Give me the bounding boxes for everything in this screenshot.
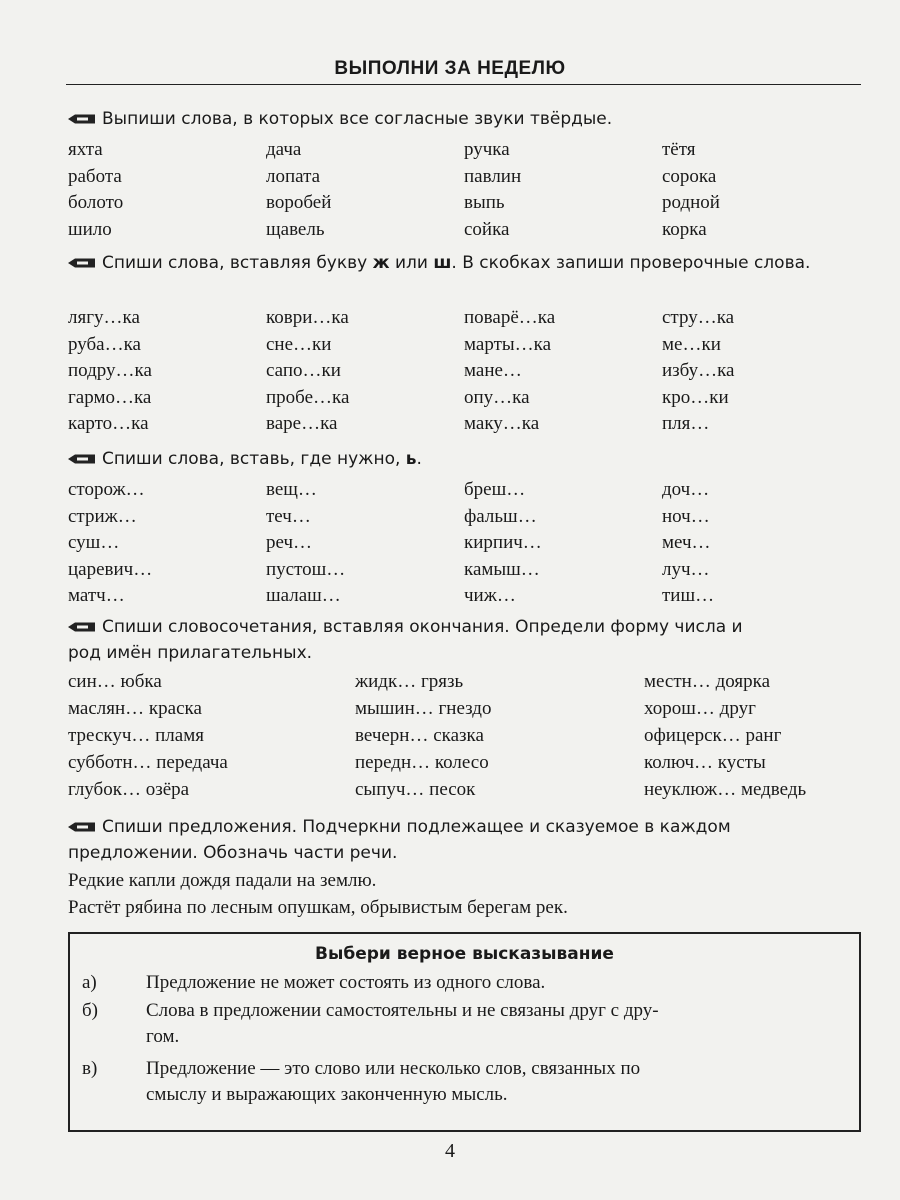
word: работа [68,165,122,187]
word: поварё…ка [464,307,556,328]
word: пля… [662,413,710,434]
word: руба…ка [68,333,141,355]
word-row [68,385,858,412]
letter-sh: ш [433,253,452,273]
word: сойка [464,218,510,240]
word-row [68,530,858,557]
word: ручка [464,139,510,160]
phrase: мышин… гнездо [355,698,492,719]
pencil-icon [68,453,96,465]
word: павлин [464,165,522,187]
word: лопата [266,165,321,187]
task4-phrase-grid [68,668,858,803]
word: стру…ка [662,307,735,328]
phrase: передн… колесо [355,752,489,773]
phrase: хорош… друг [644,698,756,719]
word: суш… [68,532,120,553]
word-row [68,583,858,610]
word-row [68,164,858,191]
word: шило [68,218,112,240]
phrase: маслян… краска [68,698,202,719]
pencil-icon [68,821,96,833]
word: подру…ка [68,360,152,381]
word: лягу…ка [68,307,140,328]
task2-instruction [68,250,863,276]
word: чиж… [464,585,516,606]
word: сторож… [68,479,145,500]
word-row [68,217,858,244]
letter-soft-sign: ь [405,449,417,469]
word: яхта [68,139,103,160]
phrase-row [68,776,858,803]
task5-instruction-text: предложении. Обозначь части речи. [68,843,398,863]
word-row [68,504,858,531]
word: стриж… [68,505,137,527]
phrase-row [68,722,858,749]
header-divider [66,84,861,85]
task3-instruction-text: Спиши слова, вставь, где нужно, [102,449,406,469]
option-text: Слова в предложении самостоятельны и не связаны друг с дру- [146,1000,659,1021]
pencil-icon [68,257,96,269]
phrase: колюч… кусты [644,752,766,773]
quiz-box [68,932,861,1132]
task1-word-grid [68,137,858,243]
word: корка [662,218,707,240]
word: теч… [266,505,311,527]
word-row [68,557,858,584]
phrase-row [68,668,858,695]
word: реч… [266,532,313,553]
phrase: субботн… передача [68,752,228,773]
word: матч… [68,585,125,606]
word: меч… [662,532,711,553]
word-row [68,411,858,438]
word: шалаш… [266,585,341,606]
option-text: Предложение не может состоять из одного слова. [146,972,546,993]
word-row [68,190,858,217]
word: щавель [266,218,325,240]
phrase: местн… доярка [644,671,771,692]
option-text: гом. [146,1026,180,1047]
task2-instruction-text: . В скобках запиши проверочные слова. [451,253,811,273]
word-row [68,358,858,385]
word: гармо…ка [68,386,152,408]
word: сне…ки [266,333,332,355]
word: бреш… [464,479,526,500]
word: пробе…ка [266,386,350,408]
quiz-title: Выбери верное высказывание [315,944,614,964]
word: тётя [662,139,696,160]
phrase: вечерн… сказка [355,725,484,746]
task1-instruction [68,106,863,132]
word: маку…ка [464,413,540,434]
page-header-title: ВЫПОЛНИ ЗА НЕДЕЛЮ [334,58,566,79]
word: пустош… [266,558,346,580]
task4-instruction-text: род имён прилагательных. [68,643,313,663]
word: сорока [662,165,717,187]
task5-instruction-text: Спиши предложения. Подчеркни подлежащее и сказуемое в каждом [102,817,731,837]
word: воробей [266,192,332,213]
word: дача [266,139,302,160]
phrase-row [68,695,858,722]
option-letter: б) [82,1000,98,1021]
option-text: Предложение — это слово или несколько слов, связанных по [146,1058,641,1079]
word-row [68,137,858,164]
quiz-option-c [82,1056,852,1108]
word-row [68,332,858,359]
word: марты…ка [464,333,552,355]
task4-instruction [68,614,863,666]
word: кро…ки [662,386,729,408]
task4-instruction-text: Спиши словосочетания, вставляя окончания. Определи форму числа и [102,617,743,637]
word: родной [662,192,720,213]
word: коври…ка [266,307,349,328]
phrase: офицерск… ранг [644,725,782,746]
word: избу…ка [662,360,735,381]
task2-word-grid [68,305,858,438]
word: доч… [662,479,710,500]
task3-word-grid [68,477,858,610]
word: тиш… [662,585,715,606]
word: царевич… [68,558,153,580]
word: выпь [464,192,505,213]
pencil-icon [68,113,96,125]
phrase: глубок… озёра [68,779,190,800]
phrase: сыпуч… песок [355,779,476,800]
option-text: смыслу и выражающих законченную мысль. [146,1084,508,1105]
task5-sentence: Редкие капли дождя падали на землю. [68,870,377,891]
word: луч… [662,558,710,580]
task1-instruction-text: Выпиши слова, в которых все согласные звуки твёрдые. [102,109,613,129]
word: кирпич… [464,532,542,553]
word: варе…ка [266,413,338,434]
word: мане… [464,360,522,381]
phrase: син… юбка [68,671,162,692]
word: камыш… [464,558,540,580]
pencil-icon [68,621,96,633]
word: вещ… [266,479,317,500]
word: сапо…ки [266,360,341,381]
quiz-option-b [82,998,852,1050]
task2-instruction-text: Спиши слова, вставляя букву [102,253,373,273]
task5-sentence: Растёт рябина по лесным опушкам, обрывистым берегам рек. [68,897,568,918]
phrase: трескуч… пламя [68,725,204,746]
word: опу…ка [464,386,530,408]
quiz-option-a [82,970,852,996]
word: карто…ка [68,413,149,434]
task2-instruction-text: или [389,253,434,273]
phrase-row [68,749,858,776]
option-letter: в) [82,1058,98,1079]
task3-instruction [68,446,863,472]
word-row [68,477,858,504]
page-number: 4 [445,1140,455,1162]
word: ноч… [662,505,710,527]
phrase: жидк… грязь [355,671,464,692]
task3-instruction-text: . [416,449,422,469]
word: болото [68,192,124,213]
word-row [68,305,858,332]
word: фальш… [464,505,537,527]
phrase: неуклюж… медведь [644,779,807,800]
letter-zh: ж [372,253,390,273]
option-letter: а) [82,972,97,993]
word: ме…ки [662,333,721,355]
task5-instruction [68,814,863,866]
